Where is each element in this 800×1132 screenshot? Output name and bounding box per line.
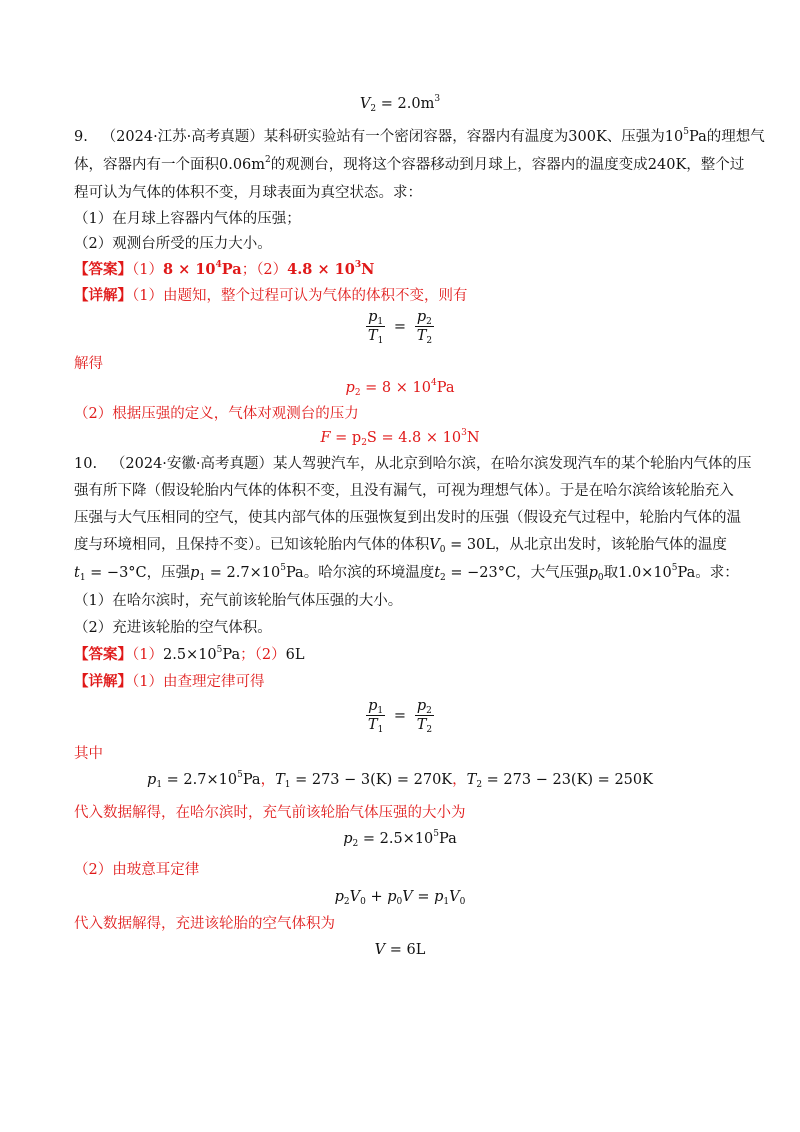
q10-sub-1: （1）在哈尔滨时，充气前该轮胎气体压强的大小。 [74, 593, 403, 609]
q10-substitute-1: 代入数据解得，在哈尔滨时，充气前该轮胎气体压强的大小为 [74, 805, 466, 821]
q10-p2-result: $p_2 = 2.5\times 10^5Pa$ [343, 829, 457, 849]
q9-solve-label: 解得 [74, 356, 103, 372]
q10-V-result: V = 6L [374, 942, 426, 958]
q9-force-result: $F = p_2S = 4.8 \times 10^3N$ [320, 428, 480, 448]
q10-among-label: 其中 [74, 746, 103, 762]
q9-line-1: 9. （2024·江苏·高考真题）某科研实验站有一个密闭容器，容器内有温度为300K、压强为$10^5Pa$的理想气 [74, 127, 765, 145]
q9-charles-equation: $\frac{p_1}{T_1}$ = $\frac{p_2}{T_2}$ [367, 309, 433, 346]
q9-p2-result: $p_2 = 8 \times 10^4Pa$ [345, 378, 455, 398]
q9-line-2: 体，容器内有一个面积$0.06m^2$的观测台，现将这个容器移动到月球上，容器内的温度变成240K，整个过 [74, 155, 745, 173]
q10-detail-2: （2）由玻意耳定律 [74, 862, 200, 878]
q9-detail-1: 【详解】（1）由题知，整个过程可认为气体的体积不变，则有 [74, 287, 468, 304]
q10-answer: 【答案】$(1)2.5\times 10^5Pa$；（2）6L [74, 645, 305, 663]
q10-boyle-equation: $p_2V_0 + p_0V = p_1V_0$ [334, 889, 466, 907]
q10-line-2: 强有所下降（假设轮胎内气体的体积不变，且没有漏气，可视为理想气体）。于是在哈尔滨给该轮胎充入 [74, 483, 734, 499]
q10-detail-1: 【详解】（1）由查理定律可得 [74, 673, 265, 690]
top-equation: $V_2 = 2.0m^3$ [359, 94, 441, 114]
q10-substitute-2: 代入数据解得，充进该轮胎的空气体积为 [74, 916, 335, 932]
q10-line-3: 压强与大气压相同的空气，使其内部气体的压强恢复到出发时的压强（假设充气过程中，轮胎内气体的温 [74, 510, 741, 526]
q9-sub-2: （2）观测台所受的压力大小。 [74, 236, 272, 252]
q9-line-3: 程可认为气体的体积不变，月球表面为真空状态。求： [74, 185, 422, 201]
q10-values-equation: $p_1 = 2.7\times 10^5Pa$，$T_1 = 273 - 3(K) = 270K$，$T_2 = 273 - 23(K) = 250K$ [147, 770, 653, 790]
q10-sub-2: （2）充进该轮胎的空气体积。 [74, 620, 272, 636]
q9-detail-2: （2）根据压强的定义，气体对观测台的压力 [74, 406, 359, 422]
q10-charles-equation: $\frac{p_1}{T_1}$ = $\frac{p_2}{T_2}$ [367, 698, 433, 735]
q9-sub-1: （1）在月球上容器内气体的压强； [74, 211, 301, 227]
q10-line-5: $t_1 = -3^\circ C$，压强$p_1 = 2.7\times 10^5Pa$。哈尔滨的环境温度$t_2 = -23^\circ C$，大气压强$p_0$取$1.0\times 10^5Pa$。求： [74, 563, 739, 583]
q10-line-1: 10. （2024·安徽·高考真题）某人驾驶汽车，从北京到哈尔滨，在哈尔滨发现汽车的某个轮胎内气体的压 [74, 456, 752, 472]
q10-line-4: 度与环境相同，且保持不变）。已知该轮胎内气体的体积$V_0 = 30L$，从北京出发时，该轮胎气体的温度 [74, 537, 727, 555]
q9-answer: 【答案】$(1)8 \times 10^4Pa$；$(2)4.8 \times 10^3N$ [74, 260, 375, 278]
